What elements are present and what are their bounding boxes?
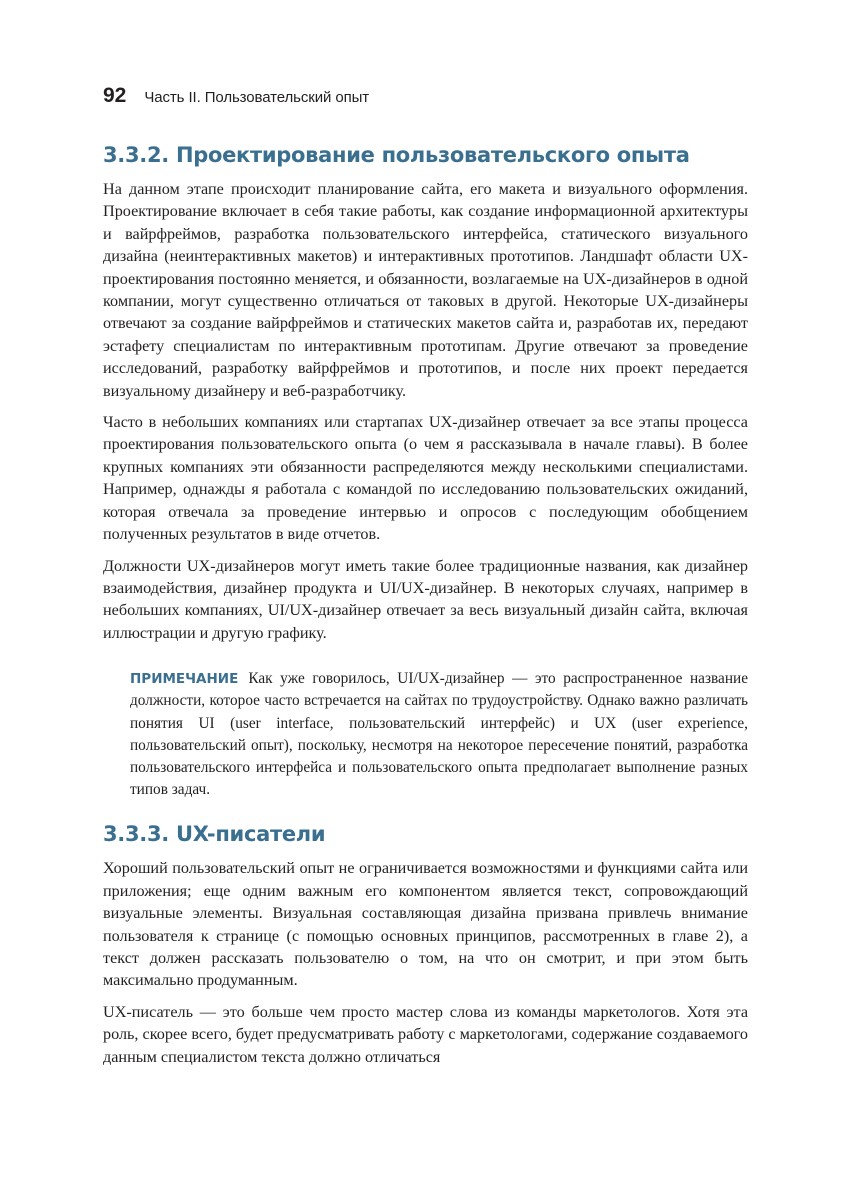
paragraph: На данном этапе происходит планирование сайта, его макета и визуального оформления. Проектирование включает в себя такие работы, как создание информационной архитектуры и вайрфреймов, разработка пользовательского интерфейса, статического визуального дизайна (неинтерактивных макетов) и интерактивных прототипов. Ландшафт области UX-проектирования постоянно меняется, и обязанности, возлагаемые на UX-дизайнеров в одной компании, могут существенно отличаться от таковых в другой. Некоторые UX-дизайнеры отвечают за создание вайрфреймов и статических макетов сайта и, разработав их, передают эстафету специалистам по интерактивным прототипам. Другие отвечают за проведение исследований, разработку вайрфреймов и прототипов, и после них проект передается визуальному дизайнеру и веб-разработчику.: [103, 180, 748, 400]
section-3-3-3: [103, 821, 748, 1068]
paragraph: UX-писатель — это больше чем просто мастер слова из команды маркетологов. Хотя эта роль, скорее всего, будет предусматривать работу с маркетологами, содержание создаваемого данным специалистом текста должно отличаться: [103, 1002, 748, 1066]
page-number: 92: [103, 84, 127, 107]
part-title: Часть II. Пользовательский опыт: [144, 89, 370, 106]
section-heading: 3.3.3. UX-писатели: [103, 822, 326, 847]
section-3-3-2: [103, 142, 748, 644]
paragraph: Хороший пользовательский опыт не ограничивается возможностями и функциями сайта или приложения; еще одним важным его компонентом является текст, сопровождающий визуальные элементы. Визуальная составляющая дизайна призвана привлечь внимание пользователя к странице (с помощью основных принципов, рассмотренных в главе 2), а текст должен рассказать пользователю о том, на что он смотрит, и при этом быть максимально продуманным.: [103, 859, 748, 990]
note-text: Как уже говорилось, UI/UX-дизайнер — это распространенное название должности, которое часто встречается на сайтах по трудоустройству. Однако важно различать понятия UI (user interface, пользовательский интерфейс) и UX (user experience, пользовательский опыт), поскольку, несмотря на некоторое пересечение понятий, разработка пользовательского интерфейса и пользовательского опыта предполагает выполнение разных типов задач.: [130, 670, 748, 799]
note-label: ПРИМЕЧАНИЕ: [130, 671, 239, 688]
note-box: [130, 668, 748, 801]
paragraph: Часто в небольших компаниях или стартапах UX-дизайнер отвечает за все этапы процесса проектирования пользовательского опыта (о чем я рассказывала в начале главы). В более крупных компаниях эти обязанности распределяются между несколькими специалистами. Например, однажды я работала с командой по исследованию пользовательских ожиданий, которая отвечала за проведение интервью и опросов с последующим обобщением полученных результатов в виде отчетов.: [103, 413, 748, 544]
section-heading: 3.3.2. Проектирование пользовательского опыта: [103, 143, 690, 167]
book-page: [103, 84, 748, 1077]
paragraph: Должности UX-дизайнеров могут иметь такие более традиционные названия, как дизайнер взаимодействия, дизайнер продукта и UI/UX-дизайнер. В некоторых случаях, например в небольших компаниях, UI/UX-дизайнер отвечает за весь визуальный дизайн сайта, включая иллюстрации и другую графику.: [103, 556, 748, 642]
running-head: [103, 84, 748, 112]
